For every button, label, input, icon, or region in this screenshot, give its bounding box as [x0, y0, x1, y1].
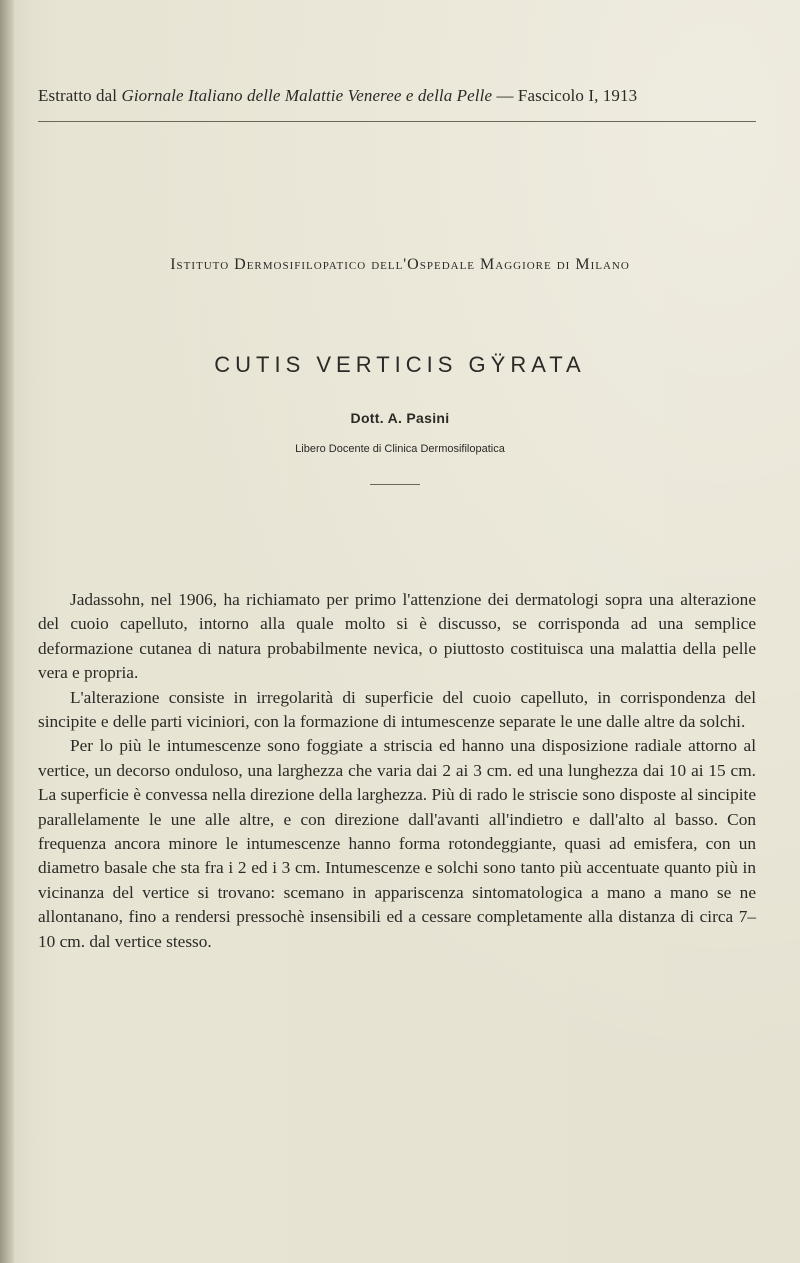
author-affiliation: Libero Docente di Clinica Dermosifilopatica: [295, 443, 505, 455]
issue-info: — Fascicolo I, 1913: [496, 86, 638, 105]
journal-name: Giornale Italiano delle Malattie Veneree e della Pelle: [121, 86, 493, 105]
page-edge-shadow: [0, 0, 14, 1263]
offprint-header: [38, 86, 758, 106]
author-name: Dott. A. Pasini: [350, 410, 450, 426]
header-prefix: Estratto dal: [38, 86, 118, 105]
paragraph: L'alterazione consiste in irregolarità di superficie del cuoio capelluto, in corrispondenza del sincipite e delle parti viciniori, con la formazione di intumescenze separate le une dalle altre da solchi.: [38, 687, 756, 732]
header-rule: [38, 121, 756, 122]
institute-name: Istituto Dermosifilopatico dell'Ospedale Maggiore di Milano: [170, 256, 630, 273]
paragraph: Per lo più le intumescenze sono foggiate a striscia ed hanno una disposizione radiale attorno al vertice, un decorso onduloso, una larghezza che varia dai 2 ai 3 cm. ed una lunghezza dai 10 ai 15 cm. La superficie è convessa nella direzione della larghezza. Più di rado le striscie sono disposte al sincipite parallelamente le une alle altre, e con direzione dall'avanti all'indietro e dall'alto al basso. Con frequenza ancora minore le intumescenze hanno forma rotondeggiante, quasi ad emisfera, con un diametro basale che sta fra i 2 ed i 3 cm. Intumescenze e solchi sono tanto più accentuate quanto più in vicinanza del vertice si trovano: scemano in appariscenza sintomatologica a mano a mano se ne allontanano, fino a rendersi pressochè insensibili ed a cessare completamente alla distanza di circa 7–10 cm. dal vertice stesso.: [38, 736, 756, 951]
article-title: CUTIS VERTICIS GŸRATA: [214, 352, 586, 377]
article-body: [38, 588, 756, 954]
paragraph: Jadassohn, nel 1906, ha richiamato per primo l'attenzione dei dermatologi sopra una alterazione del cuoio capelluto, intorno alla quale molto si è discusso, se corrisponda ad una semplice deformazione cutanea di natura probabilmente nevica, o piuttosto costituisca una malattia della pelle vera e propria.: [38, 590, 756, 683]
title-divider: [370, 484, 420, 485]
